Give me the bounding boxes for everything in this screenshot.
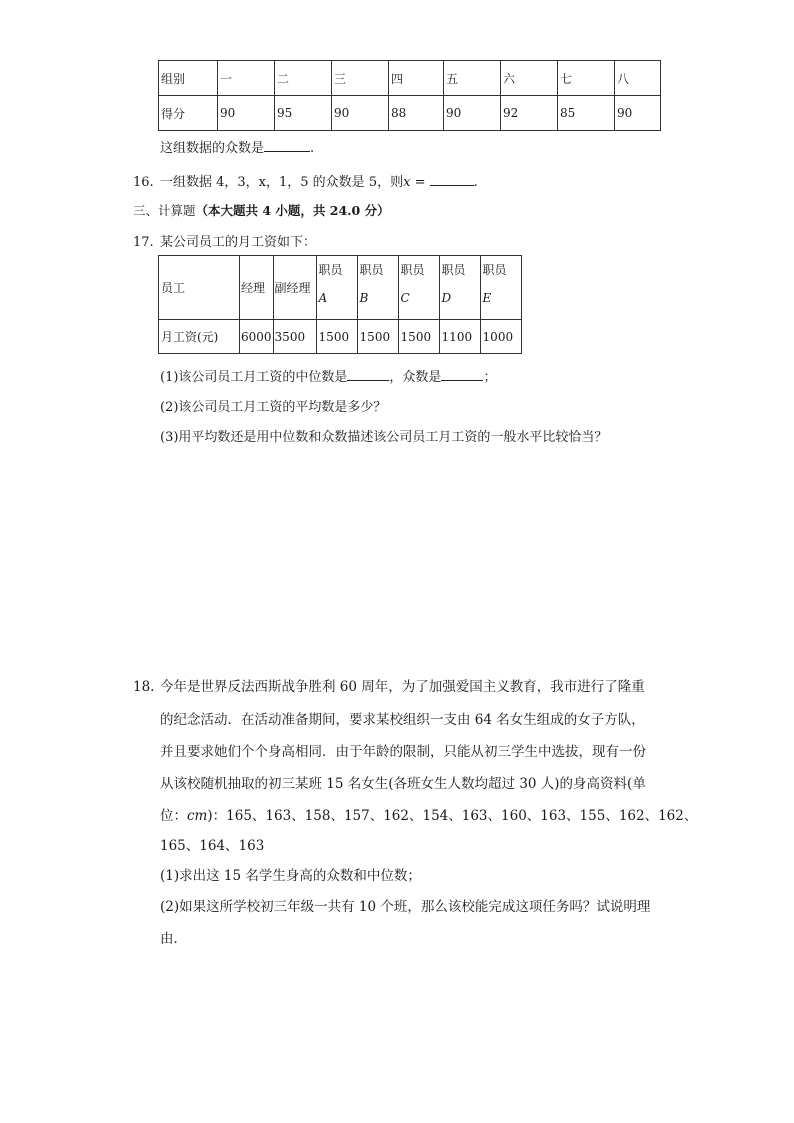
part-text: (2)该公司员工月工资的平均数是多少？	[160, 400, 387, 415]
q17-part-2	[160, 396, 386, 415]
answer-blank	[347, 368, 389, 381]
section-heading	[133, 201, 390, 219]
q18-part-1	[160, 864, 421, 884]
table-cell: 88	[389, 96, 444, 131]
q17-part-3	[160, 426, 607, 445]
answer-blank	[441, 368, 483, 381]
question-18-number	[133, 679, 154, 695]
paragraph-line: 位：	[160, 808, 187, 824]
staff-label: 职员	[482, 263, 507, 277]
staff-label: 职员	[400, 263, 425, 277]
part-text: ；	[483, 370, 497, 385]
table-cell	[398, 256, 439, 320]
paragraph-line: 今年是世界反法西斯战争胜利 60 周年，为了加强爱国主义教育，我市进行了隆重	[160, 679, 645, 695]
q18-line	[160, 708, 645, 728]
table-cell: 90	[218, 96, 275, 131]
equals-sign: =	[410, 175, 430, 190]
table-cell	[357, 256, 398, 320]
table-cell: 员工	[159, 256, 240, 320]
table-cell: 90	[615, 96, 661, 131]
q17-part-1	[160, 366, 496, 385]
question-16	[133, 171, 478, 190]
table-row	[159, 96, 661, 131]
table-cell: 二	[275, 61, 332, 96]
table-cell: 92	[501, 96, 558, 131]
question-number: 18.	[133, 679, 155, 695]
variable-x: x	[403, 175, 411, 190]
mode-question-text: 这组数据的众数是	[160, 141, 265, 156]
q18-line	[160, 834, 264, 854]
table-cell	[316, 256, 357, 320]
part-text: (1)求出这 15 名学生身高的众数和中位数；	[160, 868, 421, 884]
table-cell: 经理	[240, 256, 274, 320]
table-cell: 七	[558, 61, 615, 96]
table-cell: 三	[332, 61, 389, 96]
mode-question-line	[160, 137, 314, 156]
table-cell: 90	[332, 96, 389, 131]
staff-label: 职员	[441, 263, 466, 277]
staff-letter: A	[318, 291, 328, 305]
q18-line	[160, 740, 646, 760]
section-info: （本大题共 4 小题，共 24.0 分）	[195, 203, 390, 218]
table-cell	[439, 256, 480, 320]
paragraph-line: 从该校随机抽取的初三某班 15 名女生(各班女生人数均超过 30 人)的身高资料(单	[160, 776, 646, 792]
paragraph-line: 165、164、163	[160, 838, 265, 854]
staff-letter: C	[400, 291, 410, 305]
table-cell: 1500	[398, 320, 439, 354]
part-text: (3)用平均数还是用中位数和众数描述该公司员工月工资的一般水平比较恰当？	[160, 430, 608, 445]
table-cell: 90	[444, 96, 501, 131]
table-cell: 六	[501, 61, 558, 96]
section-title: 三、计算题	[133, 203, 196, 218]
table-cell: 85	[558, 96, 615, 131]
salary-table	[158, 255, 522, 354]
period: .	[310, 141, 315, 156]
question-intro: 某公司员工的月工资如下：	[160, 235, 317, 250]
q18-part-2	[160, 895, 650, 915]
question-number: 17.	[133, 235, 154, 250]
part-text: (2)如果这所学校初三年级一共有 10 个班，那么该校能完成这项任务吗？试说明理	[160, 899, 651, 915]
staff-letter: D	[441, 291, 452, 305]
answer-blank	[264, 139, 310, 152]
unit-cm: cm	[187, 808, 208, 824]
staff-letter: B	[359, 291, 369, 305]
q18-line	[160, 804, 697, 824]
table-cell	[480, 256, 521, 320]
staff-letter: E	[482, 291, 492, 305]
table-cell: 1000	[480, 320, 521, 354]
part-text: (1)该公司员工月工资的中位数是	[160, 370, 348, 385]
staff-label: 职员	[359, 263, 384, 277]
paragraph-line: )：165、163、158、157、162、154、163、160、163、155、162、162、	[207, 808, 698, 824]
table-cell: 八	[615, 61, 661, 96]
table-cell: 月工资(元)	[159, 320, 240, 354]
table-cell: 95	[275, 96, 332, 131]
table-cell: 组别	[159, 61, 218, 96]
answer-blank	[430, 173, 474, 186]
paragraph-line: 的纪念活动．在活动准备期间，要求某校组织一支由 64 名女生组成的女子方队，	[160, 712, 645, 728]
q18-part-2-cont	[160, 927, 187, 947]
table-row	[159, 61, 661, 96]
period: .	[473, 175, 478, 190]
question-17	[133, 231, 316, 250]
table-row	[159, 320, 522, 354]
table-cell: 3500	[273, 320, 316, 354]
table-cell: 一	[218, 61, 275, 96]
question-text: 一组数据 4，3，x，1，5 的众数是 5，则	[160, 175, 404, 190]
score-table	[158, 60, 661, 131]
table-row	[159, 256, 522, 320]
staff-label: 职员	[318, 263, 343, 277]
q18-line	[160, 772, 646, 792]
table-cell: 五	[444, 61, 501, 96]
table-cell: 1500	[357, 320, 398, 354]
question-number: 16.	[133, 175, 154, 190]
table-cell: 四	[389, 61, 444, 96]
part-text: 由．	[160, 931, 187, 947]
table-cell: 6000	[240, 320, 274, 354]
table-cell: 1500	[316, 320, 357, 354]
paragraph-line: 并且要求她们个个身高相同．由于年龄的限制，只能从初三学生中选拔，现有一份	[160, 744, 646, 760]
q18-line	[160, 675, 645, 695]
table-cell: 副经理	[273, 256, 316, 320]
table-cell: 1100	[439, 320, 480, 354]
part-text: ，众数是	[389, 370, 442, 385]
table-cell: 得分	[159, 96, 218, 131]
